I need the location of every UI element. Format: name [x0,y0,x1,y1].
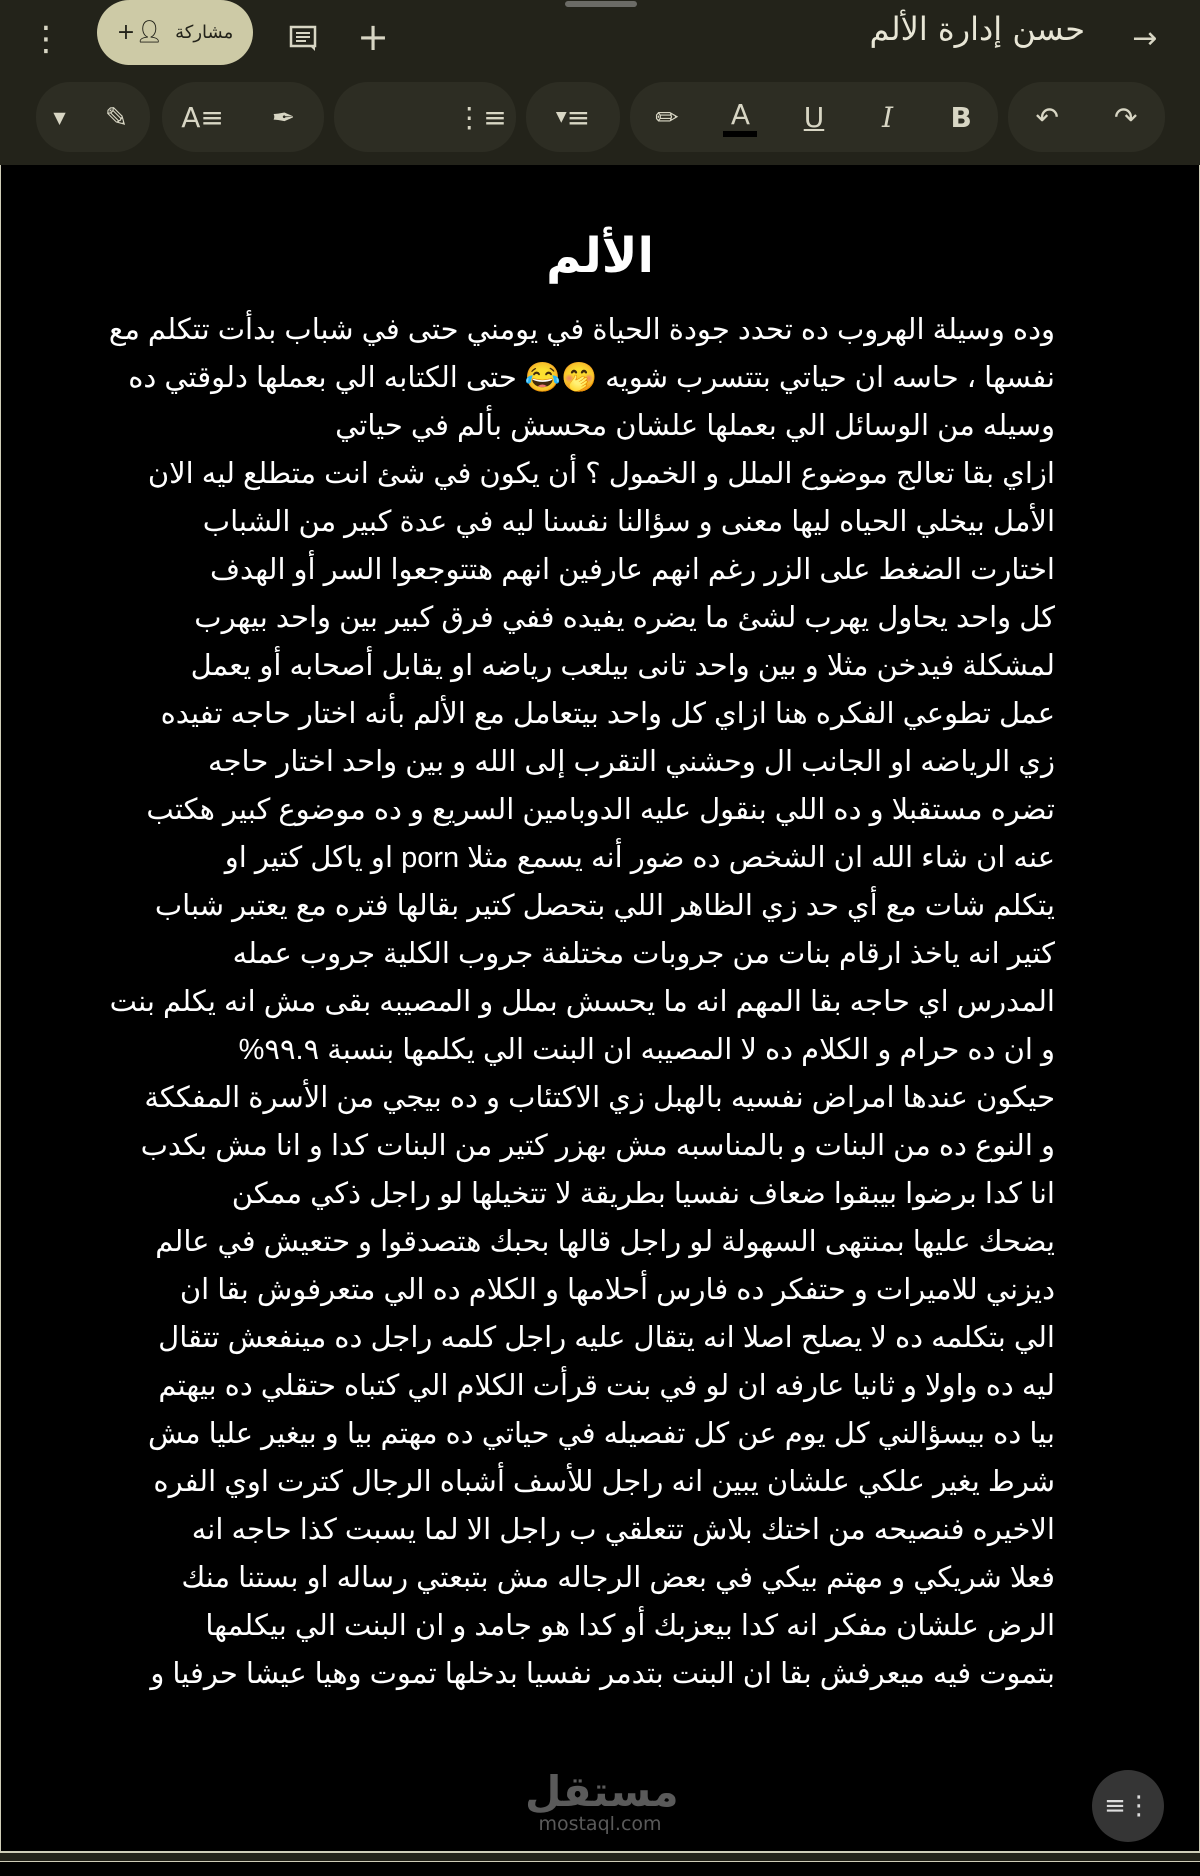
undo-icon[interactable]: ↶ [1035,100,1059,134]
pen-icon[interactable]: ✎ [104,100,129,134]
pen-tool-group [36,82,150,152]
text-line: ديزني للاميرات و حتفكر ده فارس أحلامها و الكلام ده الي متعرفوش بقا ان [179,1274,1055,1306]
text-line: عمل تطوعي الفكره هنا ازاي كل واحد بيتعامل مع الألم بأنه اختار حاجه تفيده [160,698,1055,730]
text-line: نفسها ، حاسه ان حياتي بتتسرب شويه 🤭😂 حتى الكتابه الي بعملها دلوقتي ده [128,362,1055,394]
text-line: تضره مستقبلا و ده اللي بنقول عليه الدوبامين السريع و ده موضوع كبير هكتب [146,794,1055,826]
text-line: انا كدا برضوا بيبقوا ضعاف نفسيا بطريقة لا تتخيلها لو راجل ذكي ممكن [231,1178,1055,1210]
text-line: كل واحد يحاول يهرب لشئ ما يضره يفيده ففي فرق كبير بين واحد بيهرب [194,602,1055,634]
text-line: وسيله من الوسائل الي بعملها علشان محسش بألم في حياتي [335,410,1055,442]
text-tools-group [162,82,324,152]
top-bar [0,0,1200,165]
back-arrow-icon[interactable]: → [1132,21,1158,56]
text-line: الي بتكلمه ده لا يصلح اصلا انه يتقال عليه راجل كلمه راجل ده مينفعش تتقال [158,1322,1055,1354]
text-line: الرض علشان مفكر انه كدا بيعزبك أو كدا هو جامد و ان البنت الي بيكلمها [205,1610,1055,1642]
align-group [526,82,620,152]
text-line: بيا ده بيسؤالني كل يوم عن كل تفصيله في حياتي ده مهتم بيا و بيغير عليا مش [148,1418,1055,1450]
share-button[interactable] [97,0,253,65]
text-color-icon[interactable]: A [715,92,765,142]
text-line: الأمل بيخلي الحياه ليها معنى و سؤالنا نفسنا ليه في عدة كبير من الشباب [202,506,1055,538]
outline-list-button[interactable] [1092,1770,1164,1842]
text-line: الاخيره فنصيحه من اختك بلاش تتعلقي ب راجل الا لما يسبت كذا حاجه انه [191,1514,1055,1546]
history-group [1008,82,1165,152]
text-line: و ان ده حرام و الكلام ده لا المصيبه ان البنت الي يكلمها بنسبة ٩٩.٩% [238,1034,1055,1066]
text-line: لمشكلة فيدخن مثلا و بين واحد تانى بيلعب رياضه او يقابل أصحابه أو يعمل [190,650,1055,682]
text-line: يضحك عليها بمنتهى السهولة لو راجل قالها بحبك هتصدقوا و حتعيش في عالم [155,1226,1055,1258]
text-line: ليه ده واولا و ثانيا عارفه ان لو في بنت قرأت الكلام الي كتباه حتقلي ده بيهتم [158,1370,1055,1402]
list-group [334,82,516,152]
text-line: كتير انه ياخذ ارقام بنات من جروبات مختلفة جروب الكلية جروب عمله [232,938,1055,970]
text-line: يتكلم شات مع أي حد زي الظاهر اللي بتحصل كتير بقالها فتره مع يعتبر شباب [154,890,1055,922]
mostaql-watermark: مستقل mostaql.com [525,1767,679,1835]
italic-icon[interactable]: I [882,100,894,134]
pen-dropdown-icon[interactable]: ▼ [53,107,66,127]
text-style-icon[interactable]: A≡ [181,100,224,134]
document-name[interactable]: حسن إدارة الألم [869,10,1085,48]
text-line: بتموت فيه ميعرفش بقا ان البنت بتدمر نفسيا بدخلها تموت وهيا عيشا حرفيا و [150,1658,1055,1690]
more-vertical-icon[interactable]: ⋮ [29,19,63,59]
bold-icon[interactable]: B [950,100,972,134]
align-dropdown-icon[interactable]: ▼ ≡ [555,100,591,134]
text-line: و النوع ده من البنات و بالمناسبه مش بهزر كتير من البنات كدا و انا مش بكدب [140,1130,1055,1162]
document-heading: الألم [546,228,654,284]
text-line: وده وسيلة الهروب ده تحدد جودة الحياة في يومني حتى في شباب بدأت تتكلم مع [108,314,1055,346]
document-body[interactable] [108,306,1055,1698]
text-line: زي الرياضه او الجانب ال وحشني التقرب إلى الله و بين واحد اختار حاجه [208,746,1055,778]
share-label: مشاركة [175,22,234,43]
outline-list-icon: ≡⋮ [1104,1791,1152,1821]
format-group [630,82,998,152]
text-line: عنه ان شاء الله ان الشخص ده ضور أنه يسمع مثلا porn او ياكل كتير او [224,842,1055,874]
text-line: فعلا شريكي و مهتم بيكي في بعض الرجاله مش بتبعتي رساله او بستنا منك [181,1562,1055,1594]
handwriting-icon[interactable]: ✒ [271,100,296,134]
plus-icon[interactable]: + [357,15,389,59]
person-add-icon: 👤︎+ [116,20,164,45]
text-line: ازاي بقا تعالج موضوع الملل و الخمول ؟ أن يكون في شئ انت متطلع ليه الان [147,458,1055,490]
drag-handle[interactable] [565,1,637,7]
bottom-bar [0,1852,1200,1862]
underline-icon[interactable]: U [803,100,825,134]
text-line: شرط يغير علكي علشان يبين انه راجل للأسف أشباه الرجال كترت اوي الفره [153,1466,1055,1498]
redo-icon[interactable]: ↷ [1114,100,1138,134]
text-line: حيكون عندها امراض نفسيه بالهبل زي الاكتئاب و ده بيجي من الأسرة المفككة [144,1082,1055,1114]
list-icon[interactable]: ⋮≡ [455,100,507,134]
highlighter-icon[interactable]: ✏︎ [655,100,679,134]
text-line: المدرس اي حاجه بقا المهم انه ما يحسش بملل و المصيبه بقى مش انه يكلم بنت [109,986,1055,1018]
comment-icon[interactable] [278,14,328,64]
text-line: اختارت الضغط على الزر رغم انهم عارفين انهم هتتوجعوا السر أو الهدف [209,554,1055,586]
